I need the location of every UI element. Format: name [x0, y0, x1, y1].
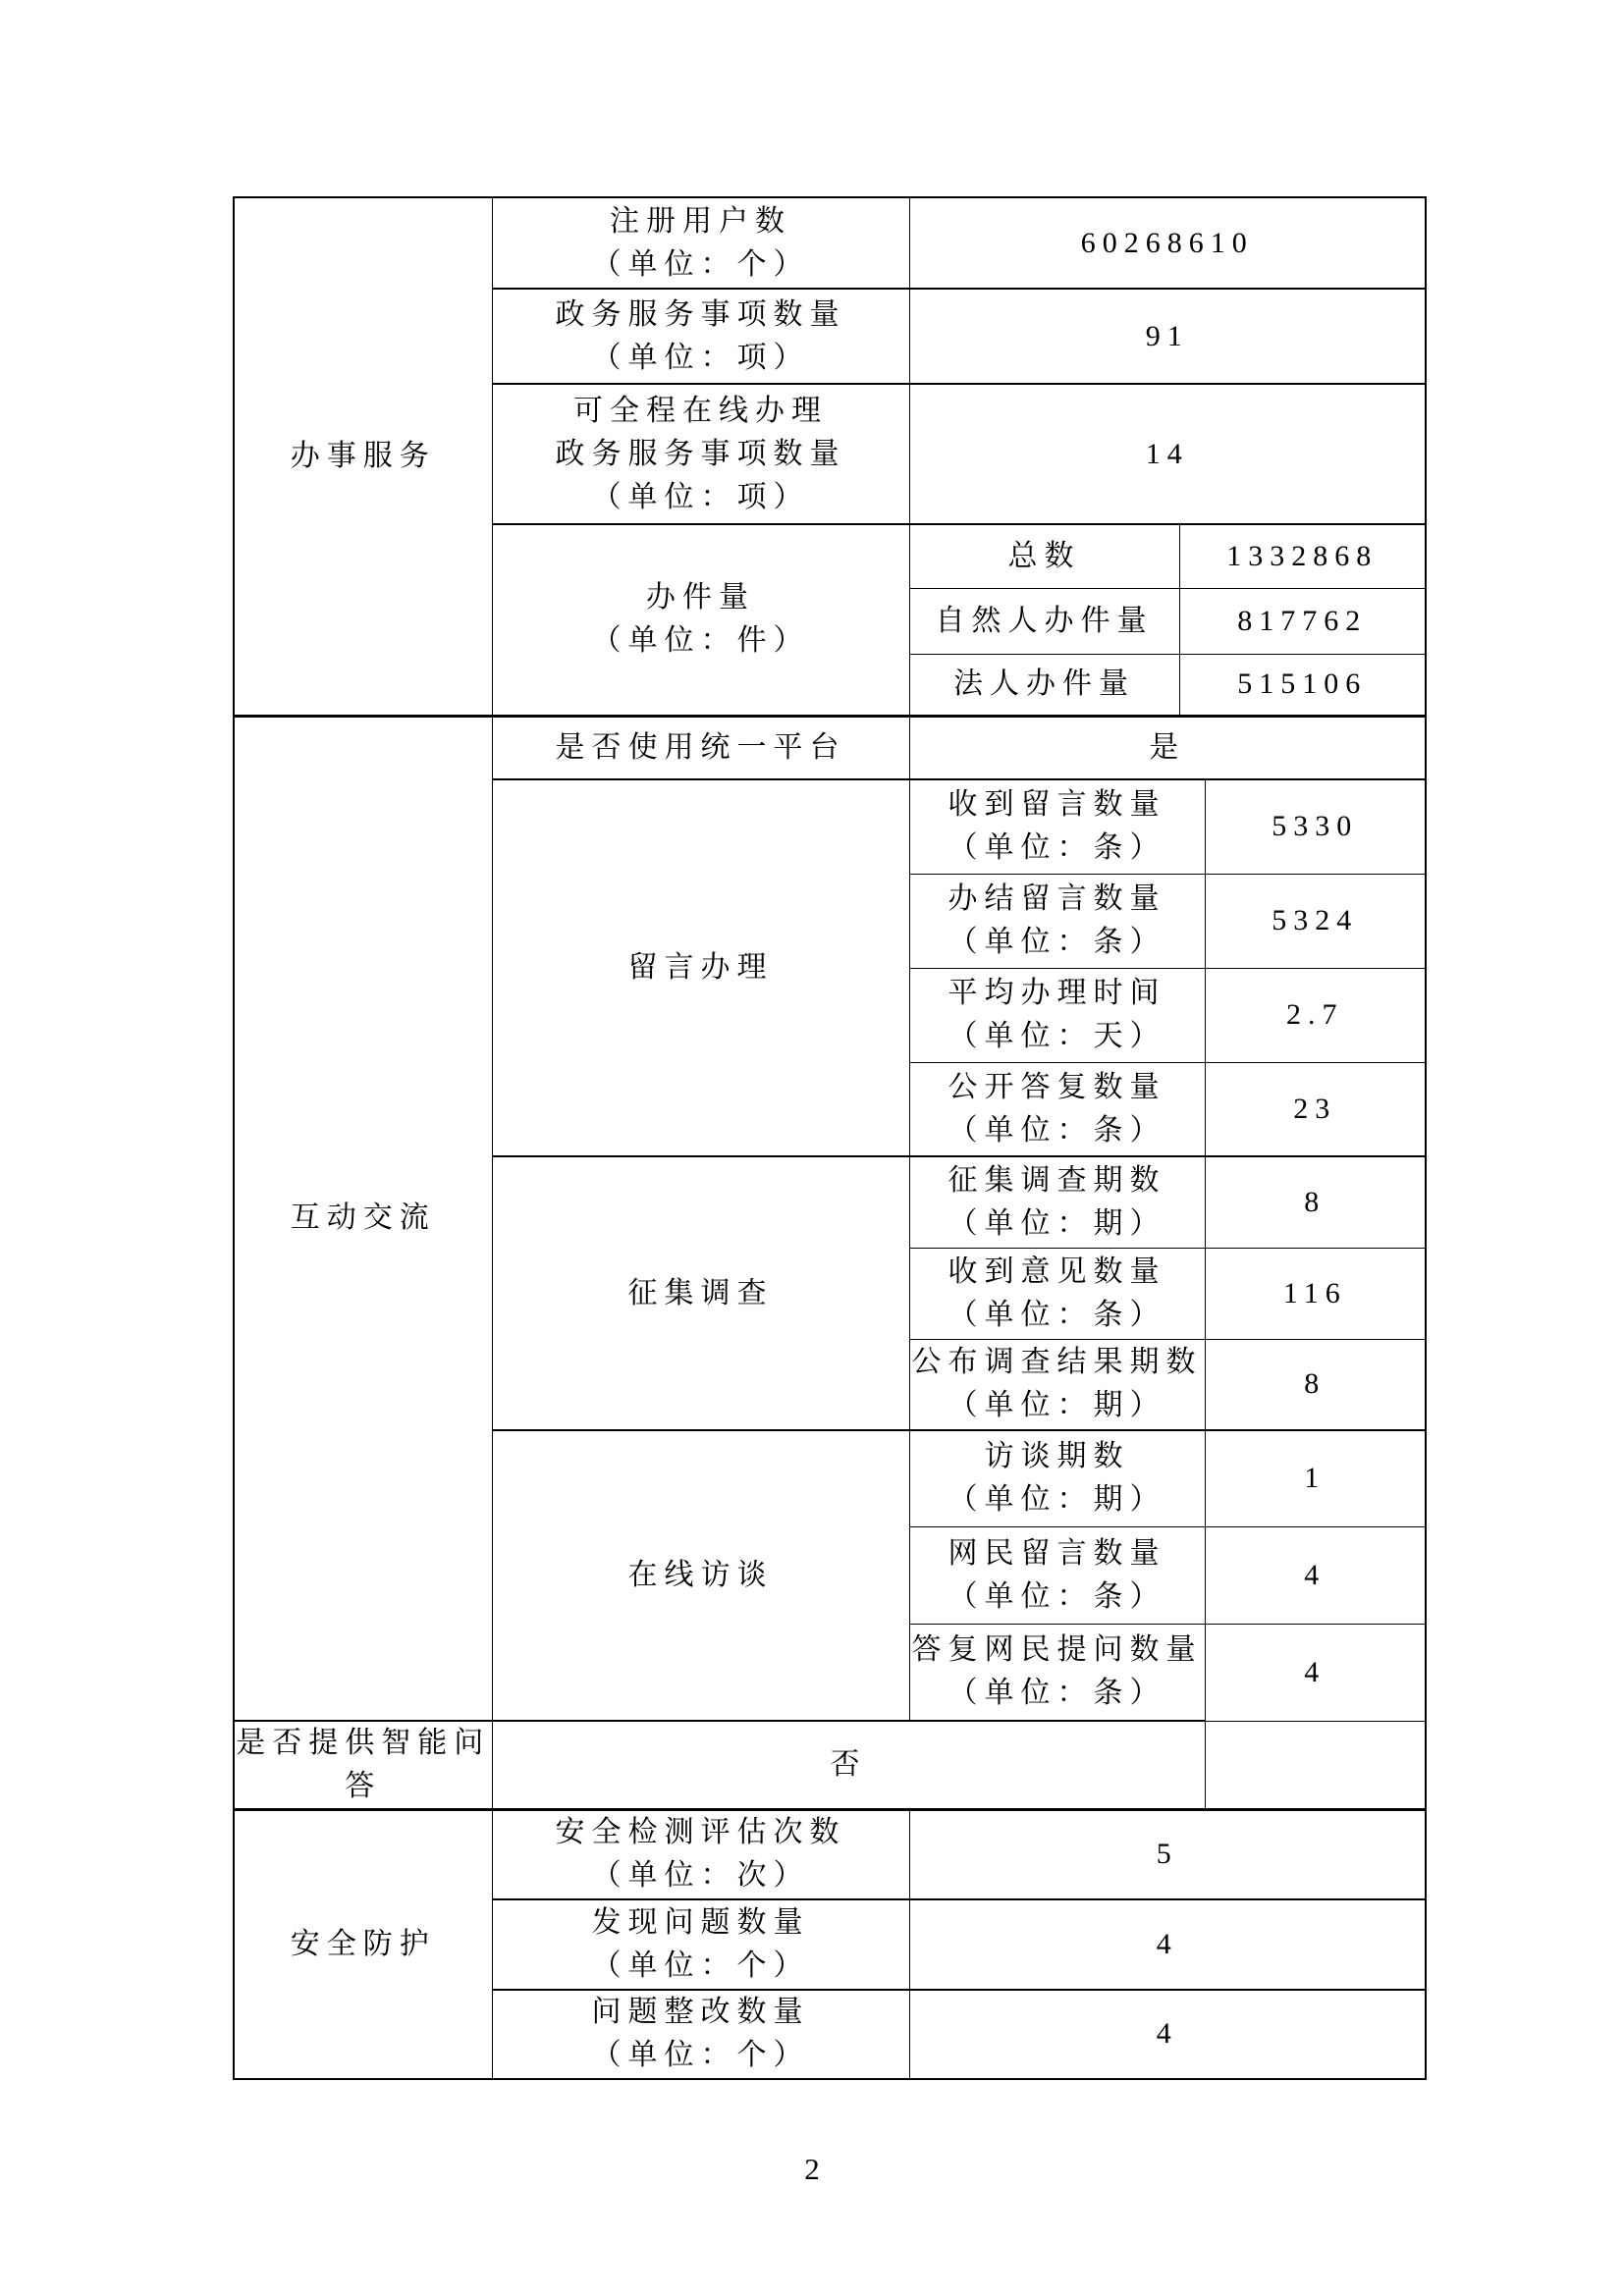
item-online-interview [492, 1430, 909, 1721]
value-messages-completed: 5324 [1205, 874, 1426, 968]
subitem-survey-results-published [909, 1339, 1205, 1430]
label-line: 收到意见数量 [947, 1255, 1166, 1288]
subitem-total-cases: 总数 [909, 524, 1179, 588]
label-line: 问题整改数量 [591, 1996, 810, 2028]
item-unified-platform [492, 716, 909, 779]
label-line: （单位：个） [591, 1949, 810, 1982]
item-security-checks [492, 1810, 909, 1899]
category-label: 互动交流 [290, 1201, 436, 1235]
value-survey-results-published: 8 [1205, 1339, 1426, 1430]
item-message-handling [492, 779, 909, 1156]
value-legal-person-cases: 515106 [1179, 654, 1426, 716]
label-line: （单位：条） [947, 1677, 1166, 1710]
label-line: 收到留言数量 [947, 788, 1166, 822]
value-problems-rectified: 4 [909, 1990, 1426, 2079]
label-line: （单位：项） [591, 341, 810, 374]
label-line: （单位：天） [947, 1020, 1166, 1052]
table-row [234, 716, 1426, 779]
label-line: 政务服务事项数量 [555, 437, 846, 470]
item-full-online-items [492, 384, 909, 524]
label-line: 政务服务事项数量 [555, 297, 846, 331]
label-line: （单位：次） [591, 1859, 810, 1893]
subitem-interview-periods [909, 1430, 1205, 1526]
label-line: 可全程在线办理 [573, 394, 828, 427]
category-interaction [234, 716, 492, 1721]
subitem-opinions-received [909, 1248, 1205, 1339]
category-label: 办事服务 [290, 439, 436, 472]
value-interview-periods: 1 [1205, 1430, 1426, 1526]
label-line: 是否提供智能问答 [236, 1727, 491, 1802]
label-line: 在线访谈 [627, 1559, 774, 1591]
label-line: （单位：条） [947, 1579, 1166, 1613]
label-line: （单位：期） [947, 1389, 1166, 1422]
label-line: 是否使用统一平台 [555, 730, 846, 764]
table-row [234, 1810, 1426, 1899]
label-line: （单位：个） [591, 247, 810, 281]
item-service-items-count [492, 289, 909, 384]
item-problems-rectified [492, 1990, 909, 2079]
label-line: （单位：条） [947, 1298, 1166, 1331]
label-line: 答复网民提问数量 [911, 1633, 1203, 1667]
value-opinions-received: 116 [1205, 1248, 1426, 1339]
label-line: （单位：个） [591, 2039, 810, 2071]
item-problems-found [492, 1899, 909, 1990]
label-line: 征集调查期数 [947, 1163, 1166, 1197]
value-netizen-questions-answered: 4 [1205, 1624, 1426, 1721]
label-line: （单位：件） [591, 624, 810, 658]
subitem-netizen-questions-answered [909, 1624, 1205, 1721]
subitem-avg-handling-time [909, 968, 1205, 1062]
label-line: 网民留言数量 [947, 1536, 1166, 1570]
label-line: 征集调查 [627, 1276, 774, 1309]
label-line: 办件量 [646, 581, 755, 614]
label-line: 办结留言数量 [947, 882, 1166, 915]
subitem-public-replies [909, 1062, 1205, 1156]
label-line: （单位：期） [947, 1206, 1166, 1240]
value-natural-person-cases: 817762 [1179, 588, 1426, 654]
subitem-messages-received [909, 779, 1205, 874]
label-line: 发现问题数量 [591, 1905, 810, 1939]
category-label: 安全防护 [290, 1927, 436, 1960]
table-row [234, 1721, 1426, 1810]
label-line: （单位：条） [947, 831, 1166, 865]
value-full-online-items: 14 [909, 384, 1426, 524]
report-table [233, 196, 1427, 2080]
category-security [234, 1810, 492, 2079]
subitem-messages-completed [909, 874, 1205, 968]
value-netizen-messages: 4 [1205, 1526, 1426, 1624]
item-case-volume [492, 524, 909, 716]
value-survey-periods: 8 [1205, 1156, 1426, 1248]
label-line: （单位：期） [947, 1483, 1166, 1517]
document-page [233, 196, 1427, 2080]
value-messages-received: 5330 [1205, 779, 1426, 874]
label-line: 公开答复数量 [947, 1070, 1166, 1103]
label-line: 公布调查结果期数 [911, 1346, 1203, 1379]
label-line: （单位：条） [947, 926, 1166, 958]
value-security-checks: 5 [909, 1810, 1426, 1899]
page-number: 2 [804, 2152, 820, 2186]
label-line: （单位：项） [591, 480, 810, 513]
label-line: 平均办理时间 [947, 977, 1166, 1009]
table-row [234, 197, 1426, 289]
subitem-netizen-messages [909, 1526, 1205, 1624]
label-line: 留言办理 [627, 951, 774, 984]
value-avg-handling-time: 2.7 [1205, 968, 1426, 1062]
value-smart-qa: 否 [492, 1721, 1205, 1810]
label-line: 注册用户数 [610, 204, 791, 238]
item-registered-users [492, 197, 909, 289]
subitem-survey-periods [909, 1156, 1205, 1248]
item-smart-qa [234, 1721, 492, 1810]
value-total-cases: 1332868 [1179, 524, 1426, 588]
value-public-replies: 23 [1205, 1062, 1426, 1156]
value-registered-users: 60268610 [909, 197, 1426, 289]
item-survey [492, 1156, 909, 1430]
label-line: 访谈期数 [984, 1440, 1130, 1473]
subitem-natural-person-cases: 自然人办件量 [909, 588, 1179, 654]
value-unified-platform: 是 [909, 716, 1426, 779]
subitem-legal-person-cases: 法人办件量 [909, 654, 1179, 716]
value-problems-found: 4 [909, 1899, 1426, 1990]
category-service [234, 197, 492, 716]
label-line: 安全检测评估次数 [555, 1816, 846, 1849]
label-line: （单位：条） [947, 1113, 1166, 1147]
value-service-items-count: 91 [909, 289, 1426, 384]
